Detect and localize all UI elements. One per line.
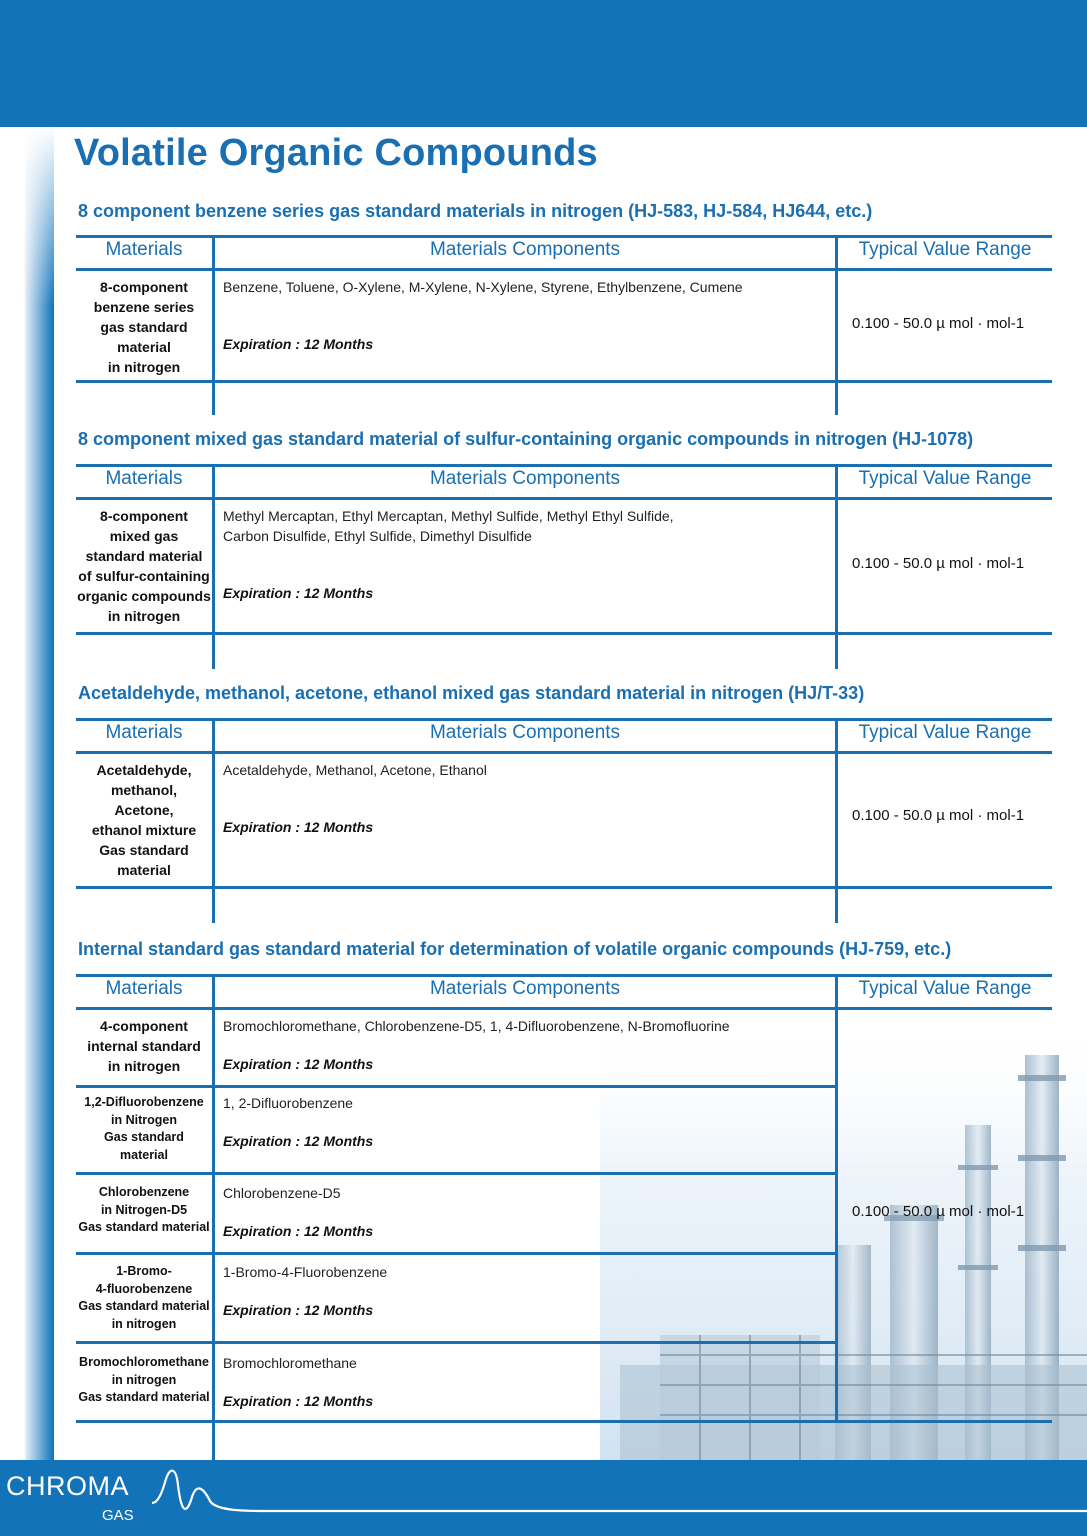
header-range: Typical Value Range	[858, 978, 1032, 999]
header-components: Materials Components	[429, 239, 621, 260]
value-range: 0.100 - 50.0 µ mol · mol-1	[852, 1203, 1025, 1220]
header-range: Typical Value Range	[858, 239, 1032, 260]
page-title: Volatile Organic Compounds	[74, 132, 598, 174]
material-name: 8-component benzene series gas standard material in nitrogen	[93, 279, 195, 375]
section-title-internal-standard: Internal standard gas standard material for determination of volatile organic compounds (HJ-759, etc.)	[78, 939, 952, 959]
material-name: 8-component mixed gas standard material of sulfur-containing organic compounds in nitrogen	[77, 508, 211, 624]
material-components: Bromochloromethane, Chlorobenzene-D5, 1, 4-Difluorobenzene, N-Bromofluorine	[223, 1018, 730, 1034]
value-range: 0.100 - 50.0 µ mol · mol-1	[852, 555, 1025, 572]
section-title-sulfur: 8 component mixed gas standard material of sulfur-containing organic compounds in nitrogen (HJ-1078)	[78, 429, 974, 449]
material-name: Acetaldehyde, methanol, Acetone, ethanol mixture Gas standard material	[91, 762, 197, 878]
section-title-benzene: 8 component benzene series gas standard materials in nitrogen (HJ-583, HJ-584, HJ644, etc.)	[78, 201, 873, 221]
header-materials: Materials	[105, 722, 183, 743]
logo-sub: GAS	[102, 1507, 134, 1524]
header-components: Materials Components	[429, 722, 621, 743]
expiration: Expiration : 12 Months	[223, 1056, 374, 1072]
expiration: Expiration : 12 Months	[223, 819, 374, 835]
value-range: 0.100 - 50.0 µ mol · mol-1	[852, 807, 1025, 824]
material-name: 1-Bromo- 4-fluorobenzene Gas standard material in nitrogen	[78, 1264, 210, 1331]
top-banner	[0, 0, 1087, 127]
material-name: 4-component internal standard in nitrogen	[87, 1018, 201, 1074]
section-title-acetaldehyde: Acetaldehyde, methanol, acetone, ethanol mixed gas standard material in nitrogen (HJ/T-33)	[78, 683, 865, 703]
expiration: Expiration : 12 Months	[223, 1393, 374, 1409]
expiration: Expiration : 12 Months	[223, 1223, 374, 1239]
header-components: Materials Components	[429, 468, 621, 489]
material-components: Acetaldehyde, Methanol, Acetone, Ethanol	[223, 762, 487, 778]
material-name: 1,2-Difluorobenzene in Nitrogen Gas standard material	[84, 1095, 204, 1162]
header-range: Typical Value Range	[858, 468, 1032, 489]
expiration: Expiration : 12 Months	[223, 1133, 374, 1149]
material-components: Benzene, Toluene, O-Xylene, M-Xylene, N-Xylene, Styrene, Ethylbenzene, Cumene	[223, 279, 743, 295]
logo-brand: CHROMA	[6, 1471, 129, 1501]
material-components: 1-Bromo-4-Fluorobenzene	[223, 1264, 388, 1280]
material-components: Bromochloromethane	[223, 1355, 357, 1371]
material-name: Chlorobenzene in Nitrogen-D5 Gas standard material	[78, 1185, 210, 1234]
value-range: 0.100 - 50.0 µ mol · mol-1	[852, 315, 1025, 332]
header-components: Materials Components	[429, 978, 621, 999]
expiration: Expiration : 12 Months	[223, 336, 374, 352]
header-materials: Materials	[105, 239, 183, 260]
table-acetaldehyde	[76, 718, 1052, 923]
header-materials: Materials	[105, 978, 183, 999]
left-accent-stripe	[0, 127, 54, 1467]
table-sulfur	[76, 464, 1052, 669]
header-range: Typical Value Range	[858, 722, 1032, 743]
expiration: Expiration : 12 Months	[223, 585, 374, 601]
material-components: Methyl Mercaptan, Ethyl Mercaptan, Methyl Sulfide, Methyl Ethyl Sulfide, Carbon Disulfide, Ethyl Sulfide, Dimethyl Disulfide	[223, 508, 674, 544]
chroma-gas-logo	[6, 1471, 266, 1531]
header-materials: Materials	[105, 468, 183, 489]
expiration: Expiration : 12 Months	[223, 1302, 374, 1318]
material-components: 1, 2-Difluorobenzene	[223, 1095, 353, 1111]
material-components: Chlorobenzene-D5	[223, 1185, 341, 1201]
left-stripe-fade	[24, 127, 54, 307]
material-name: Bromochloromethane in nitrogen Gas standard material	[78, 1355, 210, 1404]
table-internal-standard	[76, 974, 1052, 1460]
logo-wave-icon	[6, 1471, 1087, 1531]
table-benzene	[76, 235, 1052, 415]
